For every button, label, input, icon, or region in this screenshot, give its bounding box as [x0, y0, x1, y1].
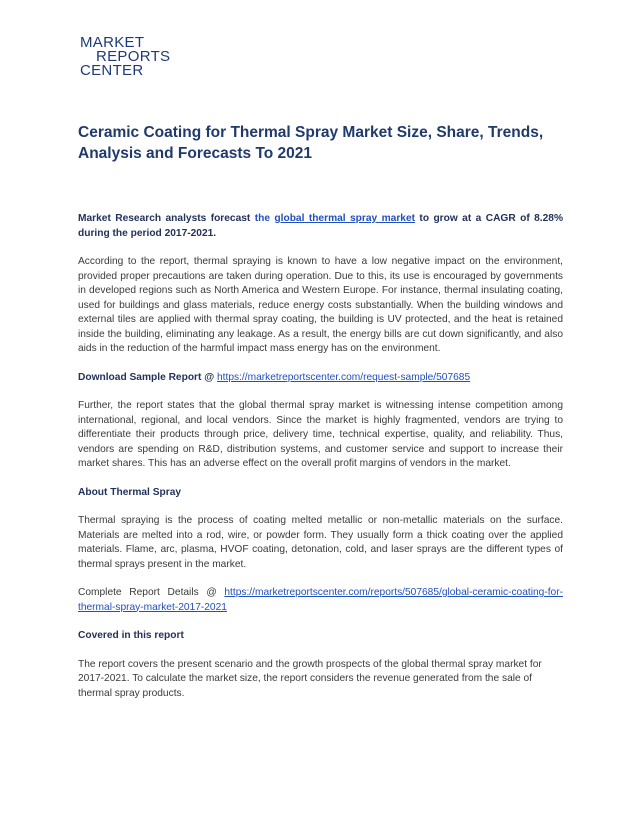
paragraph-3: Thermal spraying is the process of coating melted metallic or non-metallic materials on the surface. Materials are melted into a rod, wire, or powder form. They usually form a thick coating over the applied materials. Flame, arc, plasma, HVOF coating, detonation, cold, and laser sprays are the different types of thermal sprays present in the market.	[78, 515, 563, 570]
market-reports-center-logo	[80, 36, 190, 80]
logo-line-3: CENTER	[80, 62, 144, 79]
global-thermal-spray-market-link[interactable]: global thermal spray market	[274, 213, 416, 224]
paragraph-4: The report covers the present scenario and the growth prospects of the global thermal spray market for 2017-2021. To calculate the market size, the report considers the revenue generated from the sale of thermal spray products.	[78, 658, 542, 699]
logo-line-2: REPORTS	[96, 48, 171, 65]
article-body	[78, 212, 563, 715]
intro-paragraph	[78, 212, 563, 241]
download-sample-line	[78, 371, 563, 386]
intro-suffix: to grow at a CAGR of 8.28% during the period 2017-2021.	[78, 213, 564, 239]
download-sample-label: Download Sample Report @	[78, 371, 217, 383]
paragraph-2: Further, the report states that the global thermal spray market is witnessing intense competition among international, regional, and local vendors. Since the market is highly fragmented, vendors are trying to differentiate their products through price, delivery time, technical expertise, quality, and reliability. Thus, vendors are spending on R&D, distribution systems, and customer service and support to increase their market shares. This has an adverse effect on the overall profit margins of vendors in the market.	[78, 400, 563, 469]
covered-heading: Covered in this report	[78, 630, 184, 641]
report-details-link[interactable]: https://marketreportscenter.com/reports/507685/global-ceramic-coating-for-thermal-spray-market-2017-2021	[78, 587, 563, 613]
page-title: Ceramic Coating for Thermal Spray Market Size, Share, Trends, Analysis and Forecasts To 2021	[78, 124, 544, 162]
intro-prefix: Market Research analysts forecast	[78, 213, 255, 224]
intro-the: the	[254, 213, 275, 224]
logo-line-1: MARKET	[80, 34, 145, 51]
report-details-line	[78, 586, 563, 615]
download-sample-link[interactable]: https://marketreportscenter.com/request-sample/507685	[217, 371, 471, 383]
about-heading: About Thermal Spray	[78, 486, 182, 498]
paragraph-1: According to the report, thermal spraying is known to have a low negative impact on the environment, provided proper precautions are taken during operation. Due to this, its use is encouraged by governments in developed regions such as North America and Western Europe. For instance, thermal insulating coating, used for buildings and glass materials, reduce energy costs substantially. When the building windows and external tiles are applied with thermal spray coating, the building is UV protected, and the heat is retained inside the building, eliminating any leakage. As a result, the energy bills are cut down significantly, and also aids in the reduction of the harmful impact mass energy has on the environment.	[78, 256, 563, 354]
report-details-label: Complete Report Details @	[78, 587, 225, 598]
